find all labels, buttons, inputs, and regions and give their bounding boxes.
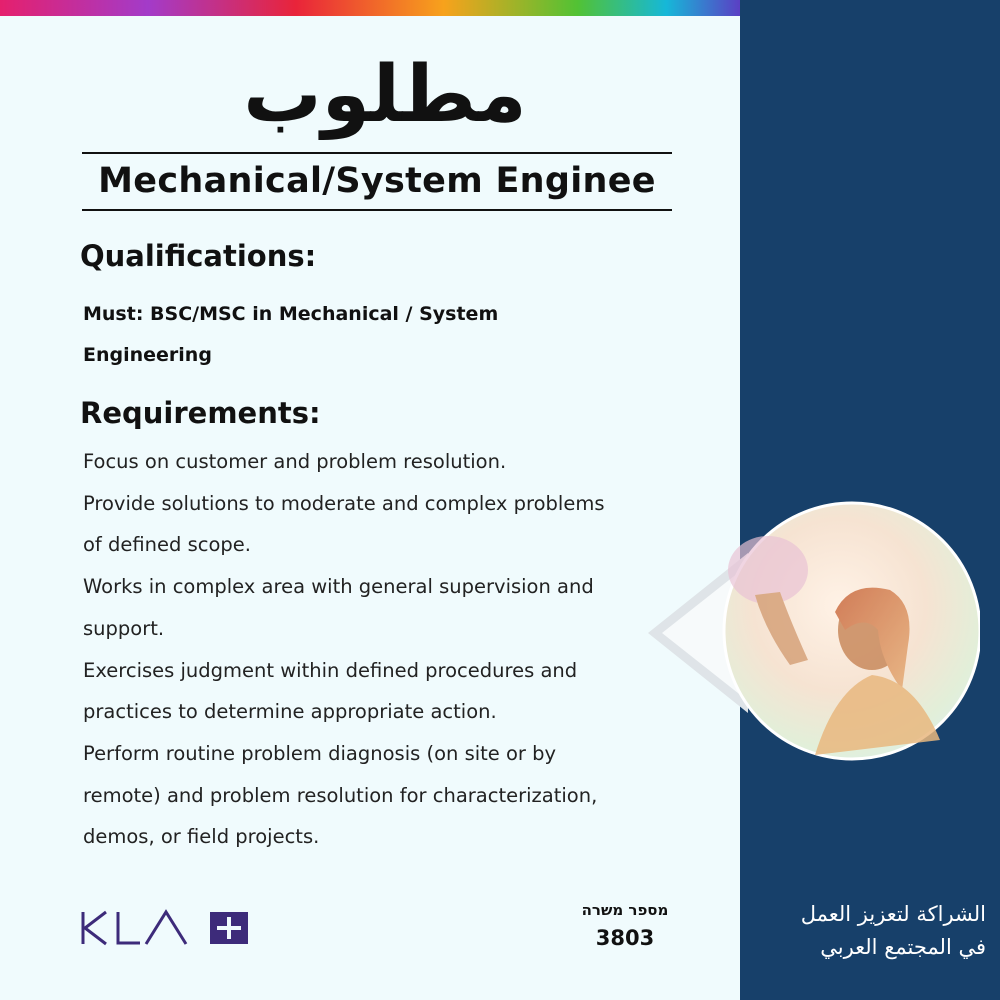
partner-line: في المجتمع العربي (820, 935, 986, 959)
requirement-line: Works in complex area with general supervision and (83, 575, 594, 599)
requirements-list (83, 441, 683, 858)
requirement-line: Perform routine problem diagnosis (on site or by (83, 741, 557, 765)
rainbow-stripe (0, 0, 740, 16)
requirement-line: Provide solutions to moderate and complex problems (83, 491, 605, 515)
requirement-line: support. (83, 616, 165, 640)
qualifications-line: Engineering (83, 344, 212, 366)
partner-line: الشراكة لتعزيز العمل (800, 902, 986, 926)
requirements-heading: Requirements: (80, 396, 321, 430)
qualifications-line: Must: BSC/MSC in Mechanical / System (83, 303, 499, 325)
job-number-value: 3803 (595, 926, 655, 950)
requirement-line: of defined scope. (83, 533, 251, 557)
job-title: Mechanical/System Enginee (98, 161, 656, 201)
requirement-line: demos, or field projects. (83, 825, 320, 849)
title-bottom-rule (82, 209, 672, 211)
job-number-label: מספר משרה (581, 901, 669, 919)
requirement-line: Focus on customer and problem resolution. (83, 450, 507, 473)
job-number (555, 900, 695, 956)
arabic-title: مطلوب (243, 50, 527, 140)
kla-logo (80, 908, 250, 948)
qualifications-heading: Qualifications: (80, 239, 317, 273)
partner-text (750, 898, 986, 964)
requirement-line: remote) and problem resolution for characterization, (83, 783, 598, 807)
photo-badge (640, 500, 980, 770)
requirement-line: practices to determine appropriate action. (83, 700, 497, 724)
qualifications-text (83, 294, 583, 376)
requirement-line: Exercises judgment within defined procedures and (83, 658, 578, 682)
plus-square-icon (210, 912, 248, 944)
